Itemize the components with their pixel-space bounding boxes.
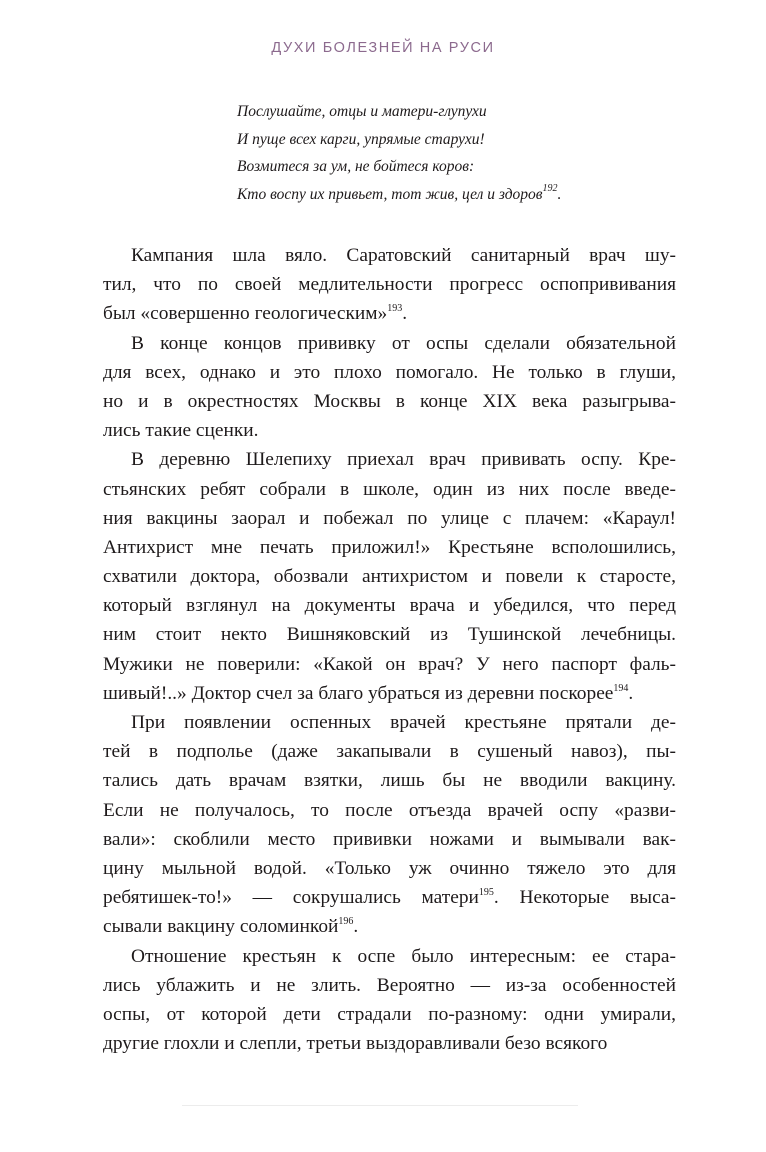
footnote-ref: 192: [542, 182, 558, 194]
text-line: [103, 241, 676, 270]
text-line: [103, 650, 676, 679]
line-text: Кампания шла вяло. Саратовский санитарный врач шу-: [131, 245, 676, 266]
text-line: [103, 971, 676, 1000]
text-line: [103, 1029, 676, 1058]
paragraph: [103, 329, 676, 446]
text-line: [103, 533, 676, 562]
running-head: ДУХИ БОЛЕЗНЕЙ НА РУСИ: [271, 40, 495, 56]
line-text: цину мыльной водой. «Только уж очинно тяжело это для: [103, 857, 676, 879]
line-text: тей в подполье (даже закапывали в сушеный навоз), пы-: [103, 741, 676, 763]
line-text: был «совершенно геологическим»: [103, 303, 388, 325]
text-line: [103, 387, 676, 416]
text-line: [103, 708, 676, 737]
text-line: [103, 358, 676, 387]
paragraph: [103, 942, 676, 1059]
line-text: Если не получалось, то после отъезда врачей оспу «разви-: [103, 799, 676, 821]
line-text-after: .: [402, 303, 408, 325]
footnote-ref: 196: [338, 916, 354, 928]
line-text: Отношение крестьян к оспе было интересным: ее стара-: [131, 945, 676, 967]
text-line: [103, 475, 676, 504]
text-line: [103, 299, 676, 328]
text-line: [103, 270, 676, 299]
line-text-after: .: [353, 916, 359, 938]
text-line: [103, 679, 676, 708]
body-text: [103, 241, 676, 1058]
paragraph: [103, 445, 676, 708]
epigraph-line: [237, 181, 677, 209]
text-line: [103, 796, 676, 825]
text-line: [103, 620, 676, 649]
line-text-after: .: [628, 682, 634, 704]
text-line: [103, 825, 676, 854]
line-text: тались дать врачам взятки, лишь бы не вводили вакцину.: [103, 770, 676, 792]
line-text: тил, что по своей медлительности прогресс оспопрививания: [103, 274, 676, 296]
text-line: [103, 416, 676, 445]
line-text: При появлении оспенных врачей крестьяне прятали де-: [131, 712, 676, 733]
epigraph: [237, 98, 677, 208]
line-text: ним стоит некто Вишняковский из Тушинской лечебницы.: [103, 624, 676, 646]
footnote-ref: 193: [387, 303, 403, 315]
line-text: стьянских ребят собрали в школе, один из них после введе-: [103, 478, 676, 500]
epigraph-line-text: Кто воспу их привьет, тот жив, цел и здоров: [237, 185, 543, 203]
line-text: но и в окрестностях Москвы в конце XIX века разыгрыва-: [103, 390, 676, 412]
epigraph-line: Возмитеся за ум, не бойтеся коров:: [237, 158, 475, 175]
text-line: [103, 854, 676, 883]
footnote-ref: 195: [478, 887, 494, 899]
line-text: ния вакцины заорал и побежал по улице с плачем: «Караул!: [103, 507, 676, 529]
line-text: схватили доктора, обозвали антихристом и повели к старосте,: [103, 566, 676, 588]
text-line: [103, 1000, 676, 1029]
text-line: [103, 504, 676, 533]
paragraph: [103, 708, 676, 942]
text-line: [103, 562, 676, 591]
line-text: для всех, однако и это плохо помогало. Не только в глуши,: [103, 361, 676, 383]
footer-divider: [182, 1105, 578, 1106]
line-text: ребятишек-то!» — сокрушались матери: [103, 887, 479, 909]
line-text: который взглянул на документы врача и убедился, что перед: [103, 595, 676, 617]
text-line: [103, 329, 676, 358]
text-line: [103, 942, 676, 971]
text-line: [103, 591, 676, 620]
text-line: [103, 912, 676, 941]
epigraph-line: Послушайте, отцы и матери-глупухи: [237, 103, 487, 120]
line-text: сывали вакцину соломинкой: [103, 916, 339, 938]
line-text: Антихрист мне печать приложил!» Крестьяне всполошились,: [103, 536, 676, 558]
line-text: оспы, от которой дети страдали по-разному: одни умирали,: [103, 1003, 676, 1025]
line-text: Мужики не поверили: «Какой он врач? У него паспорт фаль-: [103, 653, 676, 675]
footnote-ref: 194: [613, 682, 629, 694]
paragraph: [103, 241, 676, 329]
text-line: [103, 445, 676, 474]
line-text: другие глохли и слепли, третьи выздоравливали безо всякого: [103, 1033, 608, 1055]
line-text-after: . Некоторые выса-: [493, 887, 676, 909]
line-text: лись ублажить и не злить. Вероятно — из-за особенностей: [103, 974, 676, 996]
text-line: [103, 737, 676, 766]
epigraph-line-end: .: [557, 185, 562, 203]
line-text: В конце концов прививку от оспы сделали обязательной: [131, 332, 676, 354]
line-text: В деревню Шелепиху приехал врач прививать оспу. Кре-: [131, 449, 676, 471]
text-line: [103, 883, 676, 912]
line-text: лись такие сценки.: [103, 420, 259, 442]
text-line: [103, 766, 676, 795]
epigraph-line: И пуще всех карги, упрямые старухи!: [237, 130, 485, 148]
line-text: шивый!..» Доктор счел за благо убраться из деревни поскорее: [103, 682, 614, 704]
line-text: вали»: скоблили место прививки ножами и вымывали вак-: [103, 828, 676, 850]
